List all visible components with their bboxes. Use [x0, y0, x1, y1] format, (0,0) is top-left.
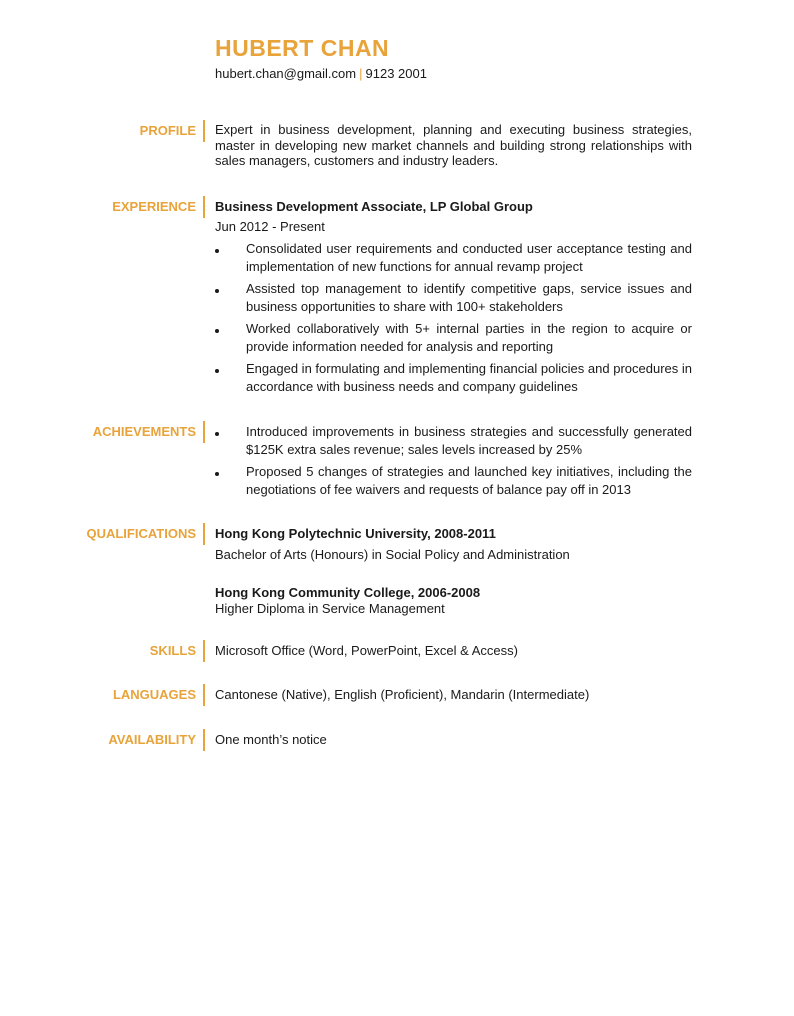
- section-divider: [203, 729, 205, 751]
- bullet-icon: [215, 369, 219, 373]
- list-item: [215, 320, 692, 356]
- section-label-languages: LANGUAGES: [112, 687, 196, 702]
- section-divider: [203, 120, 205, 142]
- section-divider: [203, 640, 205, 662]
- bullet-icon: [215, 289, 219, 293]
- list-item: [215, 280, 692, 316]
- languages-text: Cantonese (Native), English (Proficient), Mandarin (Intermediate): [215, 687, 590, 702]
- resume-header: [215, 34, 427, 83]
- section-divider: [203, 523, 205, 545]
- availability-text: One month’s notice: [215, 732, 327, 747]
- achievements-content: [215, 423, 692, 503]
- bullet-text: Assisted top management to identify competitive gaps, service issues and business opportunities to share with 100+ stakeholders: [246, 281, 692, 314]
- job-title: Business Development Associate, LP Global Group: [215, 199, 533, 214]
- list-item: [215, 463, 692, 499]
- bullet-text: Introduced improvements in business strategies and successfully generated $125K extra sales revenue; sales levels increased by 25%: [246, 424, 692, 457]
- qualifications-content: [215, 525, 692, 616]
- bullet-text: Consolidated user requirements and conducted user acceptance testing and implementation of new functions for annual revamp project: [246, 241, 692, 274]
- degree-name: Bachelor of Arts (Honours) in Social Policy and Administration: [215, 547, 570, 562]
- job-dates: Jun 2012 - Present: [215, 219, 325, 234]
- bullet-icon: [215, 249, 219, 253]
- candidate-name: HUBERT CHAN: [215, 35, 390, 61]
- contact-line: [215, 65, 427, 83]
- bullet-icon: [215, 329, 219, 333]
- section-label-qualifications: QUALIFICATIONS: [86, 526, 196, 541]
- degree-name: Higher Diploma in Service Management: [215, 601, 445, 616]
- section-label-profile: PROFILE: [139, 123, 196, 138]
- achievements-bullets: [215, 423, 692, 499]
- phone: 9123 2001: [365, 66, 427, 81]
- section-divider: [203, 196, 205, 218]
- list-item: [215, 360, 692, 396]
- section-label-skills: SKILLS: [149, 643, 196, 658]
- section-divider: [203, 421, 205, 443]
- contact-separator: |: [359, 66, 363, 81]
- bullet-icon: [215, 432, 219, 436]
- section-label-achievements: ACHIEVEMENTS: [92, 424, 196, 439]
- bullet-icon: [215, 472, 219, 476]
- school-name: Hong Kong Community College, 2006-2008: [215, 585, 481, 600]
- list-item: [215, 423, 692, 459]
- bullet-text: Engaged in formulating and implementing financial policies and procedures in accordance with business needs and company guidelines: [246, 361, 692, 394]
- school-name: Hong Kong Polytechnic University, 2008-2011: [215, 526, 496, 541]
- experience-bullets: [215, 240, 692, 396]
- skills-text: Microsoft Office (Word, PowerPoint, Excel & Access): [215, 643, 518, 658]
- section-label-availability: AVAILABILITY: [108, 732, 196, 747]
- bullet-text: Worked collaboratively with 5+ internal parties in the region to acquire or provide information needed for analysis and reporting: [246, 321, 692, 354]
- bullet-text: Proposed 5 changes of strategies and launched key initiatives, including the negotiations of fee waivers and requests of balance pay off in 2013: [246, 464, 692, 497]
- list-item: [215, 240, 692, 276]
- experience-content: [215, 198, 692, 400]
- section-divider: [203, 684, 205, 706]
- profile-text: Expert in business development, planning and executing business strategies, master in developing new market channels and building strong relationships with sales managers, customers and industry leaders.: [215, 122, 692, 168]
- email[interactable]: hubert.chan@gmail.com: [215, 66, 357, 81]
- section-label-experience: EXPERIENCE: [112, 199, 196, 214]
